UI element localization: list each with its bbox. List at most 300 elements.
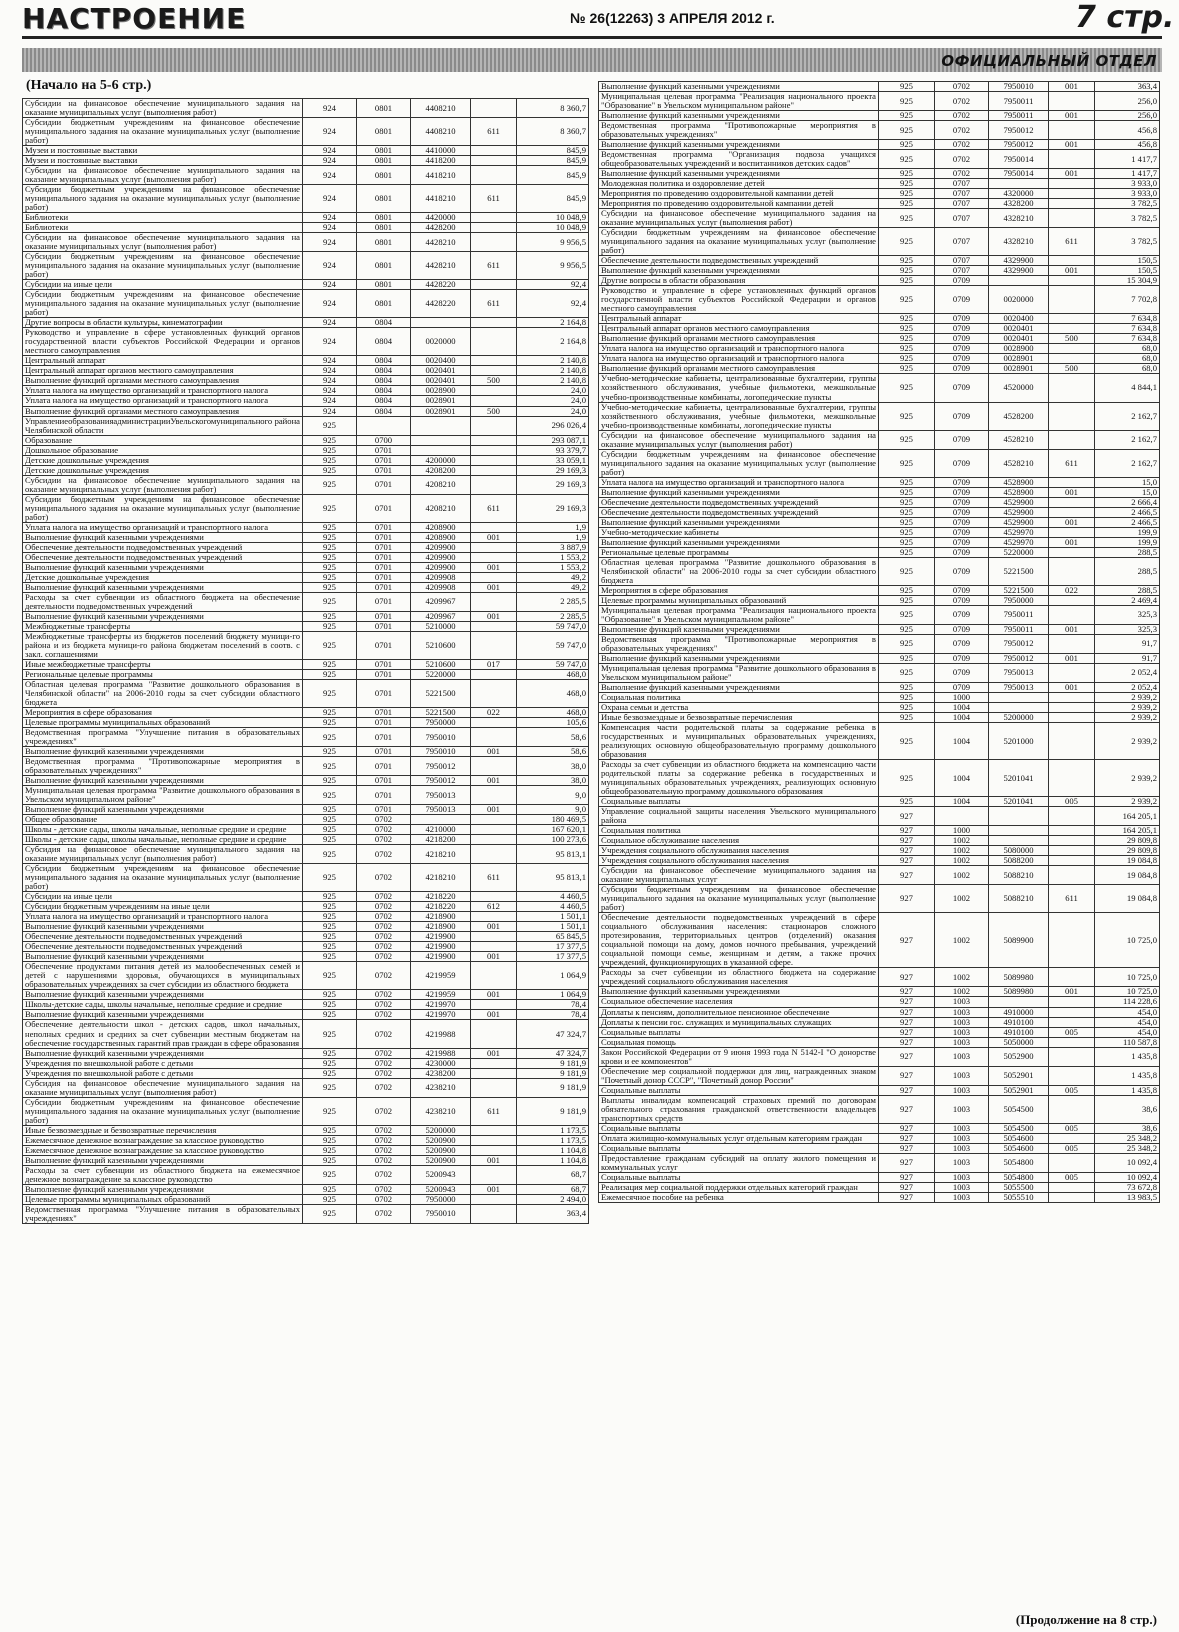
ministry-code-cell: 925 — [303, 631, 357, 659]
item-name-cell: Субсидии бюджетным учреждениям на финансовое обеспечение муниципального задания на оказание муниципальных услуг (выполнение работ) — [23, 864, 303, 892]
article-code-cell: 5054800 — [989, 1172, 1049, 1182]
budget-table-right — [598, 81, 1160, 1203]
section-code-cell: 0801 — [357, 118, 411, 146]
expense-type-cell — [471, 522, 517, 532]
article-code-cell: 4219959 — [411, 990, 471, 1000]
item-name-cell: Социальные выплаты — [599, 1172, 879, 1182]
ministry-code-cell: 925 — [879, 430, 935, 449]
amount-cell: 38,0 — [517, 757, 589, 776]
table-row — [23, 786, 589, 805]
article-code-cell: 0028900 — [411, 386, 471, 396]
expense-type-cell: 005 — [1049, 1172, 1095, 1182]
article-code-cell: 5054500 — [989, 1123, 1049, 1133]
article-code-cell: 4209900 — [411, 562, 471, 572]
table-row — [23, 522, 589, 532]
item-name-cell: Областная целевая программа "Развитие дошкольного образования в Челябинской области" на 2006-2010 годы за счет субсидии областного бюджета — [599, 557, 879, 585]
item-name-cell: Обеспечение деятельности школ - детских садов, школ начальных, неполных средних и средних за счет субвенции местным бюджетам на обеспечение государственных гарантий прав граждан в сфере образования — [23, 1020, 303, 1048]
ministry-code-cell: 925 — [303, 825, 357, 835]
item-name-cell: Субсидии бюджетным учреждениям на финансовое обеспечение муниципального задания на оказание муниципальных услуг (выполнение работ) — [23, 252, 303, 280]
expense-type-cell — [471, 1125, 517, 1135]
section-code-cell: 0702 — [357, 1020, 411, 1048]
section-code-cell: 0701 — [357, 669, 411, 679]
expense-type-cell — [471, 932, 517, 942]
expense-type-cell: 500 — [1049, 364, 1095, 374]
table-row — [23, 592, 589, 611]
article-code-cell: 4529900 — [989, 497, 1049, 507]
expense-type-cell — [471, 786, 517, 805]
item-name-cell: Областная целевая программа "Развитие дошкольного образования в Челябинской области" на 2006-2010 годы за счет субсидии областного бюджета — [23, 679, 303, 707]
article-code-cell: 0028901 — [989, 354, 1049, 364]
amount-cell: 150,5 — [1095, 256, 1160, 266]
expense-type-cell — [1049, 276, 1095, 286]
section-code-cell: 1003 — [935, 1172, 989, 1182]
ministry-code-cell: 925 — [303, 455, 357, 465]
item-name-cell: Социальная помощь — [599, 1037, 879, 1047]
section-code-cell: 0700 — [357, 435, 411, 445]
table-row — [599, 653, 1160, 663]
table-row — [23, 718, 589, 728]
article-code-cell: 7950014 — [989, 150, 1049, 169]
article-code-cell: 4209900 — [411, 552, 471, 562]
expense-type-cell — [471, 99, 517, 118]
table-row — [23, 1097, 589, 1125]
section-code-cell: 0702 — [357, 1078, 411, 1097]
item-name-cell: Субсидии бюджетным учреждениям на иные цели — [23, 902, 303, 912]
article-code-cell: 7950012 — [989, 140, 1049, 150]
table-row — [599, 585, 1160, 595]
article-code-cell: 0020400 — [989, 314, 1049, 324]
ministry-code-cell: 925 — [879, 682, 935, 692]
ministry-code-cell: 925 — [879, 189, 935, 199]
section-code-cell: 0702 — [935, 121, 989, 140]
table-row — [599, 334, 1160, 344]
item-name-cell: Муниципальная целевая программа "Реализация национального проекта "Образование" в Увельском муниципальном районе" — [599, 92, 879, 111]
section-code-cell: 0804 — [357, 406, 411, 416]
table-row — [599, 866, 1160, 885]
article-code-cell: 4910100 — [989, 1027, 1049, 1037]
section-code-cell: 0707 — [935, 256, 989, 266]
section-code-cell: 1002 — [935, 866, 989, 885]
article-code-cell: 7950000 — [989, 595, 1049, 605]
ministry-code-cell: 925 — [879, 497, 935, 507]
table-row — [23, 1194, 589, 1204]
section-code-cell: 0709 — [935, 663, 989, 682]
expense-type-cell — [1049, 1192, 1095, 1202]
section-code-cell: 0701 — [357, 455, 411, 465]
expense-type-cell — [1049, 1066, 1095, 1085]
amount-cell: 1 104,8 — [517, 1145, 589, 1155]
section-code-cell: 1002 — [935, 846, 989, 856]
expense-type-cell: 611 — [471, 252, 517, 280]
item-name-cell: Другие вопросы в области образования — [599, 276, 879, 286]
expense-type-cell: 611 — [1049, 449, 1095, 477]
ministry-code-cell: 925 — [303, 1184, 357, 1194]
article-code-cell: 4219988 — [411, 1020, 471, 1048]
amount-cell: 2 939,2 — [1095, 692, 1160, 702]
amount-cell: 19 084,8 — [1095, 856, 1160, 866]
expense-type-cell — [471, 1135, 517, 1145]
article-code-cell: 7950013 — [411, 786, 471, 805]
expense-type-cell: 001 — [471, 582, 517, 592]
item-name-cell: Уплата налога на имущество организаций и транспортного налога — [23, 912, 303, 922]
ministry-code-cell: 925 — [303, 494, 357, 522]
ministry-code-cell: 927 — [879, 866, 935, 885]
article-code-cell: 4208200 — [411, 465, 471, 475]
article-code-cell: 7950010 — [989, 82, 1049, 92]
item-name-cell: Выполнение функций органами местного самоуправления — [599, 364, 879, 374]
table-row — [23, 475, 589, 494]
section-code-cell: 0804 — [357, 386, 411, 396]
table-row — [23, 280, 589, 290]
amount-cell: 9,0 — [517, 805, 589, 815]
ministry-code-cell: 924 — [303, 99, 357, 118]
amount-cell: 7 702,8 — [1095, 286, 1160, 314]
article-code-cell: 4910000 — [989, 1007, 1049, 1017]
expense-type-cell — [1049, 1047, 1095, 1066]
expense-type-cell: 001 — [471, 1155, 517, 1165]
ministry-code-cell: 925 — [879, 517, 935, 527]
item-name-cell: Общее образование — [23, 815, 303, 825]
article-code-cell — [989, 692, 1049, 702]
amount-cell: 256,0 — [1095, 92, 1160, 111]
item-name-cell: Субсидии бюджетным учреждениям на финансовое обеспечение муниципального задания на оказание муниципальных услуг (выполнение работ) — [23, 1097, 303, 1125]
amount-cell: 95 813,1 — [517, 864, 589, 892]
amount-cell: 9 181,9 — [517, 1097, 589, 1125]
article-code-cell: 5200900 — [411, 1145, 471, 1155]
table-row — [599, 111, 1160, 121]
article-code-cell: 5052900 — [989, 1047, 1049, 1066]
expense-type-cell — [471, 962, 517, 990]
table-row — [23, 562, 589, 572]
table-row — [23, 552, 589, 562]
item-name-cell: Субсидии бюджетным учреждениям на финансовое обеспечение муниципального задания на оказание муниципальных услуг (выполнение работ) — [23, 118, 303, 146]
item-name-cell: Музеи и постоянные выставки — [23, 156, 303, 166]
ministry-code-cell: 925 — [879, 557, 935, 585]
expense-type-cell — [471, 621, 517, 631]
section-code-cell: 0801 — [357, 185, 411, 213]
table-row — [599, 1153, 1160, 1172]
ministry-code-cell: 927 — [879, 997, 935, 1007]
section-code-cell: 0804 — [357, 356, 411, 366]
amount-cell: 59 747,0 — [517, 621, 589, 631]
table-row — [23, 366, 589, 376]
table-row — [23, 776, 589, 786]
article-code-cell: 4219988 — [411, 1048, 471, 1058]
ministry-code-cell: 925 — [303, 1058, 357, 1068]
ministry-code-cell: 925 — [879, 653, 935, 663]
amount-cell: 2 285,5 — [517, 611, 589, 621]
expense-type-cell — [471, 328, 517, 356]
expense-type-cell: 001 — [1049, 987, 1095, 997]
section-code-cell: 0701 — [357, 445, 411, 455]
expense-type-cell — [1049, 807, 1095, 826]
ministry-code-cell: 925 — [303, 942, 357, 952]
item-name-cell: Ведомственная программа "Улучшение питания в образовательных учреждениях" — [23, 1204, 303, 1223]
table-row — [23, 1078, 589, 1097]
item-name-cell: Субсидии на финансовое обеспечение муниципального задания на оказание муниципальных услуг (выполнения работ) — [599, 430, 879, 449]
ministry-code-cell: 927 — [879, 1192, 935, 1202]
article-code-cell: 4528210 — [989, 430, 1049, 449]
ministry-code-cell: 927 — [879, 968, 935, 987]
section-code-cell: 0709 — [935, 286, 989, 314]
item-name-cell: Центральный аппарат органов местного самоуправления — [599, 324, 879, 334]
item-name-cell: Субсидии бюджетным учреждениям на финансовое обеспечение муниципального задания на оказание муниципальных услуг (выполнение работ) — [599, 885, 879, 913]
amount-cell: 7 634,8 — [1095, 324, 1160, 334]
amount-cell: 9 181,9 — [517, 1058, 589, 1068]
article-code-cell: 5210600 — [411, 631, 471, 659]
article-code-cell: 4528900 — [989, 477, 1049, 487]
item-name-cell: Выполнение функций казенными учреждениями — [23, 805, 303, 815]
article-code-cell: 4200000 — [411, 455, 471, 465]
section-code-cell: 0702 — [357, 932, 411, 942]
ministry-code-cell: 927 — [879, 1143, 935, 1153]
table-row — [23, 1125, 589, 1135]
table-row — [23, 707, 589, 717]
table-row — [23, 416, 589, 435]
table-row — [599, 430, 1160, 449]
ministry-code-cell: 927 — [879, 1172, 935, 1182]
ministry-code-cell: 927 — [879, 1066, 935, 1085]
section-code-cell: 0701 — [357, 582, 411, 592]
amount-cell: 3 782,5 — [1095, 228, 1160, 256]
article-code-cell: 5200000 — [989, 713, 1049, 723]
amount-cell: 9 181,9 — [517, 1078, 589, 1097]
section-code-cell: 0701 — [357, 592, 411, 611]
expense-type-cell: 017 — [471, 659, 517, 669]
section-code-cell: 0709 — [935, 624, 989, 634]
table-row — [599, 1182, 1160, 1192]
article-code-cell: 7950013 — [989, 663, 1049, 682]
article-code-cell: 4209967 — [411, 592, 471, 611]
ministry-code-cell: 925 — [879, 256, 935, 266]
section-code-cell: 0701 — [357, 805, 411, 815]
article-code-cell: 4209908 — [411, 582, 471, 592]
expense-type-cell — [1049, 286, 1095, 314]
ministry-code-cell: 925 — [879, 449, 935, 477]
ministry-code-cell: 925 — [879, 692, 935, 702]
item-name-cell: Уплата налога на имущество организаций и транспортного налога — [23, 396, 303, 406]
table-row — [599, 856, 1160, 866]
article-code-cell: 5200900 — [411, 1135, 471, 1145]
expense-type-cell — [471, 1194, 517, 1204]
item-name-cell: Выполнение функций казенными учреждениями — [599, 987, 879, 997]
section-code-cell: 0709 — [935, 364, 989, 374]
item-name-cell: Выполнение функций казенными учреждениями — [23, 1155, 303, 1165]
section-code-cell: 0701 — [357, 757, 411, 776]
amount-cell: 1 064,9 — [517, 990, 589, 1000]
amount-cell: 3 933,0 — [1095, 189, 1160, 199]
article-code-cell: 4528210 — [989, 449, 1049, 477]
item-name-cell: Социальные выплаты — [599, 1143, 879, 1153]
amount-cell: 58,6 — [517, 728, 589, 747]
item-name-cell: Обеспечение продуктами питания детей из малообеспеченных семей и детей с нарушениями здоровья, обучающихся в муниципальных образовательных учреждениях за счет субсидии из областного бюджета — [23, 962, 303, 990]
item-name-cell: Обеспечение деятельности подведомственных учреждений — [599, 256, 879, 266]
ministry-code-cell: 927 — [879, 1027, 935, 1037]
section-code-cell: 0702 — [357, 1194, 411, 1204]
section-code-cell: 0801 — [357, 99, 411, 118]
table-row — [599, 913, 1160, 968]
ministry-code-cell: 925 — [303, 707, 357, 717]
article-code-cell: 5080000 — [989, 846, 1049, 856]
amount-cell: 24,0 — [517, 396, 589, 406]
article-code-cell: 7950013 — [989, 682, 1049, 692]
item-name-cell: Центральный аппарат органов местного самоуправления — [23, 366, 303, 376]
section-code-cell: 0702 — [357, 962, 411, 990]
ministry-code-cell: 925 — [303, 1135, 357, 1145]
ministry-code-cell: 925 — [303, 962, 357, 990]
amount-cell: 3 887,9 — [517, 542, 589, 552]
expense-type-cell — [1049, 856, 1095, 866]
expense-type-cell: 001 — [1049, 487, 1095, 497]
expense-type-cell: 001 — [1049, 169, 1095, 179]
expense-type-cell: 022 — [471, 707, 517, 717]
expense-type-cell: 611 — [471, 290, 517, 318]
table-row — [599, 1095, 1160, 1123]
amount-cell: 167 620,1 — [517, 825, 589, 835]
article-code-cell: 4218900 — [411, 912, 471, 922]
amount-cell: 2 162,7 — [1095, 402, 1160, 430]
ministry-code-cell: 924 — [303, 185, 357, 213]
expense-type-cell: 001 — [471, 922, 517, 932]
article-code-cell: 7950012 — [989, 121, 1049, 140]
table-row — [599, 121, 1160, 140]
expense-type-cell — [471, 669, 517, 679]
item-name-cell: Обеспечение деятельности подведомственных учреждений — [23, 542, 303, 552]
ministry-code-cell: 925 — [879, 228, 935, 256]
item-name-cell: Молодежная политика и оздоровление детей — [599, 179, 879, 189]
ministry-code-cell: 927 — [879, 1047, 935, 1066]
table-row — [599, 968, 1160, 987]
ministry-code-cell: 924 — [303, 376, 357, 386]
article-code-cell: 4520000 — [989, 374, 1049, 402]
ministry-code-cell: 925 — [303, 562, 357, 572]
section-code-cell: 0709 — [935, 314, 989, 324]
expense-type-cell — [1049, 430, 1095, 449]
amount-cell: 9 181,9 — [517, 1068, 589, 1078]
article-code-cell: 5054800 — [989, 1153, 1049, 1172]
article-code-cell — [411, 815, 471, 825]
table-row — [599, 517, 1160, 527]
amount-cell: 68,0 — [1095, 354, 1160, 364]
amount-cell: 1 104,8 — [517, 1155, 589, 1165]
amount-cell: 288,5 — [1095, 585, 1160, 595]
amount-cell: 2 162,7 — [1095, 430, 1160, 449]
table-row — [599, 1172, 1160, 1182]
section-code-cell: 1003 — [935, 997, 989, 1007]
article-code-cell: 7950011 — [989, 92, 1049, 111]
article-code-cell: 5220000 — [989, 547, 1049, 557]
expense-type-cell — [1049, 150, 1095, 169]
item-name-cell: Расходы за счет субвенции из областного бюджета на компенсацию части родительской платы за содержание ребенка в государственных и муниципальных образовательных учреждениях, реализующих основную общеобразовательную программу дошкольного образования — [599, 760, 879, 797]
ministry-code-cell: 925 — [879, 276, 935, 286]
article-code-cell: 5054600 — [989, 1133, 1049, 1143]
expense-type-cell: 005 — [1049, 1143, 1095, 1153]
table-row — [23, 611, 589, 621]
item-name-cell: Выполнение функций казенными учреждениями — [599, 266, 879, 276]
amount-cell: 454,0 — [1095, 1007, 1160, 1017]
section-code-cell: 1002 — [935, 968, 989, 987]
expense-type-cell — [1049, 557, 1095, 585]
article-code-cell — [989, 179, 1049, 189]
section-code-cell: 1003 — [935, 1192, 989, 1202]
amount-cell: 29 169,3 — [517, 494, 589, 522]
ministry-code-cell: 925 — [303, 786, 357, 805]
item-name-cell: Мероприятия в сфере образования — [599, 585, 879, 595]
expense-type-cell — [1049, 1095, 1095, 1123]
item-name-cell: Учебно-методические кабинеты, централизованные бухгалтерии, группы хозяйственного обслуживания, учебные фильмотеки, межшкольные учебно-производственные комбинаты, логопедические пункты — [599, 402, 879, 430]
section-code-cell: 0801 — [357, 290, 411, 318]
table-row — [599, 374, 1160, 402]
article-code-cell: 5089900 — [989, 913, 1049, 968]
section-code-cell: 0709 — [935, 487, 989, 497]
item-name-cell: Муниципальная целевая программа "Реализация национального проекта "Образование" в Увельском муниципальном районе" — [599, 605, 879, 624]
article-code-cell: 5221500 — [411, 679, 471, 707]
table-row — [23, 962, 589, 990]
amount-cell: 15,0 — [1095, 477, 1160, 487]
ministry-code-cell: 925 — [879, 374, 935, 402]
article-code-cell: 4208900 — [411, 532, 471, 542]
item-name-cell: Оплата жилищно-коммунальных услуг отдельным категориям граждан — [599, 1133, 879, 1143]
section-code-cell: 0701 — [357, 494, 411, 522]
ministry-code-cell: 925 — [879, 266, 935, 276]
table-row — [599, 449, 1160, 477]
table-row — [599, 189, 1160, 199]
ministry-code-cell: 925 — [303, 718, 357, 728]
amount-cell: 29 169,3 — [517, 475, 589, 494]
table-row — [599, 487, 1160, 497]
item-name-cell: Субсидия на финансовое обеспечение муниципального задания на оказание муниципальных услуг (выполнения работ) — [23, 1078, 303, 1097]
article-code-cell: 4219959 — [411, 962, 471, 990]
article-code-cell: 0028901 — [989, 364, 1049, 374]
item-name-cell: УправлениеобразованияадминистрацииУвельскогомуниципального района Челябинской области — [23, 416, 303, 435]
table-row — [599, 987, 1160, 997]
expense-type-cell: 001 — [471, 1048, 517, 1058]
item-name-cell: Дошкольное образование — [23, 445, 303, 455]
section-code-cell: 0701 — [357, 776, 411, 786]
amount-cell: 2 162,7 — [1095, 449, 1160, 477]
item-name-cell: Выполнение функций казенными учреждениями — [23, 1048, 303, 1058]
article-code-cell: 4528900 — [989, 487, 1049, 497]
table-row — [599, 314, 1160, 324]
amount-cell: 164 205,1 — [1095, 807, 1160, 826]
section-code-cell: 0709 — [935, 595, 989, 605]
amount-cell: 2 052,4 — [1095, 663, 1160, 682]
section-code-cell: 0702 — [357, 825, 411, 835]
amount-cell: 59 747,0 — [517, 631, 589, 659]
ministry-code-cell: 927 — [879, 1085, 935, 1095]
item-name-cell: Выполнение функций казенными учреждениями — [599, 82, 879, 92]
ministry-code-cell: 927 — [879, 885, 935, 913]
ministry-code-cell: 925 — [303, 1000, 357, 1010]
article-code-cell: 0020401 — [411, 366, 471, 376]
expense-type-cell — [1049, 344, 1095, 354]
section-code-cell: 0804 — [357, 366, 411, 376]
table-row — [23, 845, 589, 864]
amount-cell: 15 304,9 — [1095, 276, 1160, 286]
section-code-cell: 0709 — [935, 402, 989, 430]
section-code-cell: 0702 — [357, 952, 411, 962]
table-row — [23, 223, 589, 233]
expense-type-cell — [1049, 374, 1095, 402]
ministry-code-cell: 925 — [303, 572, 357, 582]
table-row — [23, 757, 589, 776]
item-name-cell: Учебно-методические кабинеты, централизованные бухгалтерии, группы хозяйственного обслуживания, учебные фильмотеки, межшкольные учебно-производственные комбинаты, логопедические пункты — [599, 374, 879, 402]
amount-cell: 325,3 — [1095, 624, 1160, 634]
article-code-cell: 4209900 — [411, 542, 471, 552]
article-code-cell: 5221500 — [411, 707, 471, 717]
table-row — [599, 595, 1160, 605]
article-code-cell: 4410000 — [411, 146, 471, 156]
